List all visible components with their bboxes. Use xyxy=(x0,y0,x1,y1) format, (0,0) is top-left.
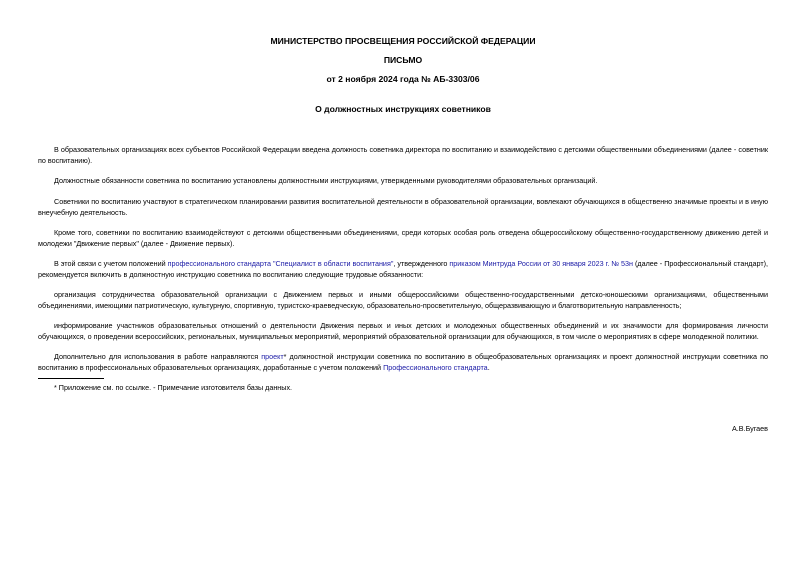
paragraph-5-text-2: , утвержденного xyxy=(393,259,450,268)
paragraph-8-text-3: . xyxy=(487,363,490,372)
paragraph-5-text-1: В этой связи с учетом положений xyxy=(54,259,168,268)
draft-instruction-link[interactable]: проект xyxy=(261,352,284,361)
paragraph-4: Кроме того, советники по воспитанию взаимодействуют с детскими общественными объединениями, среди которых особая роль отведена общероссийскому общественно-государственному движению детей и молодежи "Движение первых" (далее - Движение первых). xyxy=(38,228,768,248)
paragraph-7: информирование участников образовательных отношений о деятельности Движения первых и иных детских и молодежных общественных объединений и их значимости для формирования личности обучающихся, о проведении всероссийских, региональных, муниципальных мероприятий, мероприятий образовательной организации для обучающихся, в том числе о мероприятиях в сфере молодежной политики. xyxy=(38,321,768,341)
paragraph-2: Должностные обязанности советника по воспитанию установлены должностными инструкциями, утвержденными руководителями образовательных организаций. xyxy=(54,176,598,185)
professional-standard-link[interactable]: профессионального стандарта "Специалист в области воспитания" xyxy=(167,259,394,268)
professional-standard-link-2[interactable]: Профессионального стандарта xyxy=(383,363,488,372)
mintrud-order-link[interactable]: приказом Минтруда России от 30 января 2023 г. № 53н xyxy=(449,259,634,268)
document-type: ПИСЬМО xyxy=(383,55,423,65)
paragraph-8 xyxy=(38,351,768,373)
footnote-separator xyxy=(38,378,104,379)
footnote: * Приложение см. по ссылке. - Примечание изготовителя базы данных. xyxy=(54,383,293,392)
paragraph-3: Советники по воспитанию участвуют в стратегическом планировании развития воспитательной деятельности в образовательной организации, вовлекают обучающихся в общественно значимые проекты и в иную внеучебную деятельность. xyxy=(38,197,768,217)
paragraph-8-text-2: * должностной инструкции советника по воспитанию в общеобразовательных организациях и проект должностной инструкции советника по воспитанию в профессиональных образовательных организациях, доработанные с учетом положений xyxy=(38,352,769,372)
letter-subject: О должностных инструкциях советников xyxy=(315,104,491,114)
paragraph-8-text-1: Дополнительно для использования в работе направляются xyxy=(54,352,262,361)
paragraph-5-text-3: (далее - Профессиональный стандарт), рекомендуется включить в должностную инструкцию советника по воспитанию следующие трудовые обязанности: xyxy=(38,259,769,279)
signature: А.В.Бугаев xyxy=(731,424,768,433)
paragraph-5 xyxy=(38,258,768,280)
paragraph-1: В образовательных организациях всех субъектов Российской Федерации введена должность советника директора по воспитанию и взаимодействию с детскими общественными объединениями (далее - советник по воспитанию). xyxy=(38,145,768,165)
paragraph-6: организация сотрудничества образовательной организации с Движением первых и иными общероссийскими общественно-государственными детско-юношескими организациями, общественными объединениями, имеющими патриотическую, культурную, спортивную, туристско-краеведческую, образовательно-просветительную, общеразвивающую и благотворительную направленность; xyxy=(38,290,768,310)
ministry-title: МИНИСТЕРСТВО ПРОСВЕЩЕНИЯ РОССИЙСКОЙ ФЕДЕРАЦИИ xyxy=(270,36,536,46)
date-and-number: от 2 ноября 2024 года № АБ-3303/06 xyxy=(326,74,480,84)
